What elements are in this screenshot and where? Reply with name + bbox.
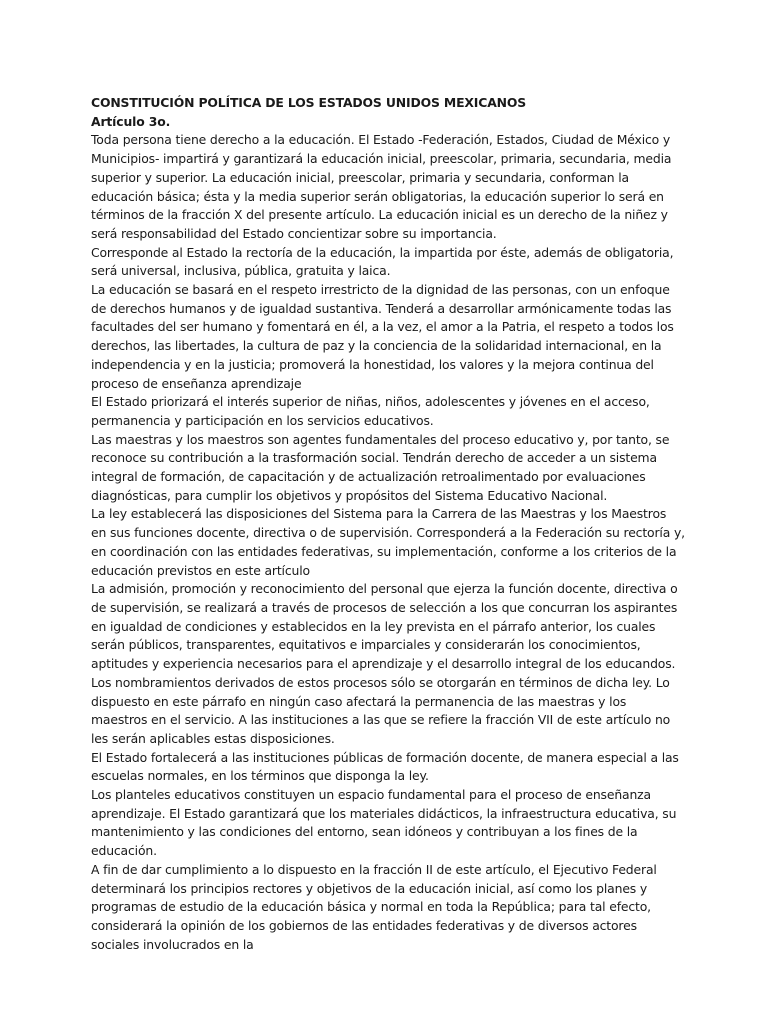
paragraph: Los planteles educativos constituyen un espacio fundamental para el proceso de enseñanza aprendizaje. El Estado garantizará que los materiales didácticos, la infraestructura educativa, su mantenimiento y las condiciones del entorno, sean idóneos y contribuyan a los fines de la educación. [91,787,677,859]
document-title: CONSTITUCIÓN POLÍTICA DE LOS ESTADOS UNIDOS MEXICANOS [91,95,527,110]
paragraph: La educación se basará en el respeto irrestricto de la dignidad de las personas, con un enfoque de derechos humanos y de igualdad sustantiva. Tenderá a desarrollar armónicamente todas las facultades del ser humano y fomentará en él, a la vez, el amor a la Patria, el respeto a todos los derechos, las libertades, la cultura de paz y la conciencia de la solidaridad internacional, en la independencia y en la justicia; promoverá la honestidad, los valores y la mejora continua del proceso de enseñanza aprendizaje [91,282,674,391]
paragraph: Las maestras y los maestros son agentes fundamentales del proceso educativo y, por tanto, se reconoce su contribución a la trasformación social. Tendrán derecho de acceder a un sistema integral de formación, de capacitación y de actualización retroalimentado por evaluaciones diagnósticas, para cumplir los objetivos y propósitos del Sistema Educativo Nacional. [91,431,670,503]
article-heading: Artículo 3o. [91,113,171,129]
paragraph: Toda persona tiene derecho a la educación. El Estado -Federación, Estados, Ciudad de México y Municipios- impartirá y garantizará la educación inicial, preescolar, primaria, secundaria, media superior y superior. La educación inicial, preescolar, primaria y secundaria, conforman la educación básica; ésta y la media superior serán obligatorias, la educación superior lo será en términos de la fracción X del presente artículo. La educación inicial es un derecho de la niñez y será responsabilidad del Estado concientizar sobre su importancia. [91,132,672,241]
paragraph: Corresponde al Estado la rectoría de la educación, la impartida por éste, además de obligatoria, será universal, inclusiva, pública, gratuita y laica. [91,244,674,279]
paragraph: El Estado priorizará el interés superior de niñas, niños, adolescentes y jóvenes en el acceso, permanencia y participación en los servicios educativos. [91,394,650,428]
paragraph: La ley establecerá las disposiciones del Sistema para la Carrera de las Maestras y los Maestros en sus funciones docente, directiva o de supervisión. Corresponderá a la Federación su rectoría y, en coordinación con las entidades federativas, su implementación, conforme a los criterios de la educación previstos en este artículo [91,506,685,578]
paragraph: La admisión, promoción y reconocimiento del personal que ejerza la función docente, directiva o de supervisión, se realizará a través de procesos de selección a los que concurran los aspirantes en igualdad de condiciones y establecidos en la ley prevista en el párrafo anterior, los cuales serán públicos, transparentes, equitativos e imparciales y considerarán los conocimientos, aptitudes y experiencia necesarios para el aprendizaje y el desarrollo integral de los educandos. Los nombramientos derivados de estos procesos sólo se otorgarán en términos de dicha ley. Lo dispuesto en este párrafo en ningún caso afectará la permanencia de las maestras y los maestros en el servicio. A las instituciones a las que se refiere la fracción VII de este artículo no les serán aplicables estas disposiciones. [91,581,678,746]
paragraph: El Estado fortalecerá a las instituciones públicas de formación docente, de manera especial a las escuelas normales, en los términos que disponga la ley. [91,749,679,784]
document-body [91,94,685,954]
paragraph: A fin de dar cumplimiento a lo dispuesto en la fracción II de este artículo, el Ejecutivo Federal determinará los principios rectores y objetivos de la educación inicial, así como los planes y programas de estudio de la educación básica y normal en toda la República; para tal efecto, considerará la opinión de los gobiernos de las entidades federativas y de diversos actores sociales involucrados en la [91,861,657,952]
